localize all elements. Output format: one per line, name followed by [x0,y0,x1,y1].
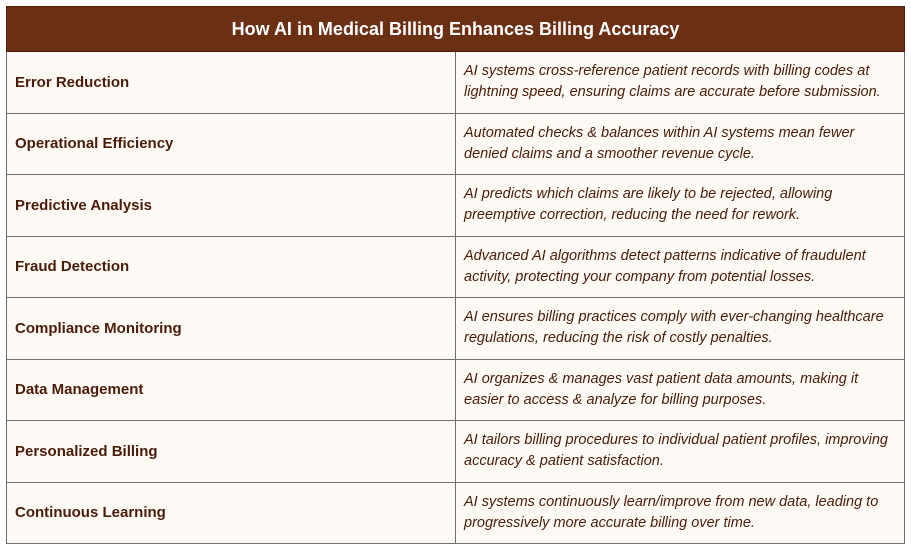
table-row [7,482,905,544]
row-label: Data Management [7,359,456,421]
table-row [7,113,905,175]
table-row [7,236,905,298]
row-description: AI systems continuously learn/improve from new data, leading to progressively more accurate billing over time. [456,482,905,544]
row-description: AI organizes & manages vast patient data amounts, making it easier to access & analyze for billing purposes. [456,359,905,421]
table-row [7,421,905,483]
table-row [7,175,905,237]
row-description: Advanced AI algorithms detect patterns indicative of fraudulent activity, protecting your company from potential losses. [456,236,905,298]
table-row [7,52,905,114]
row-description: AI systems cross-reference patient records with billing codes at lightning speed, ensuring claims are accurate before submission. [456,52,905,114]
row-description: AI ensures billing practices comply with ever-changing healthcare regulations, reducing the risk of costly penalties. [456,298,905,360]
table-row [7,298,905,360]
row-label: Personalized Billing [7,421,456,483]
row-description: AI predicts which claims are likely to be rejected, allowing preemptive correction, reducing the need for rework. [456,175,905,237]
table-row [7,359,905,421]
table-title: How AI in Medical Billing Enhances Billing Accuracy [7,7,905,52]
row-label: Compliance Monitoring [7,298,456,360]
benefits-table [6,6,905,544]
row-label: Error Reduction [7,52,456,114]
row-label: Continuous Learning [7,482,456,544]
row-description: Automated checks & balances within AI systems mean fewer denied claims and a smoother revenue cycle. [456,113,905,175]
row-description: AI tailors billing procedures to individual patient profiles, improving accuracy & patient satisfaction. [456,421,905,483]
benefits-table-container [6,6,905,544]
row-label: Predictive Analysis [7,175,456,237]
table-header-row [7,7,905,52]
row-label: Fraud Detection [7,236,456,298]
row-label: Operational Efficiency [7,113,456,175]
